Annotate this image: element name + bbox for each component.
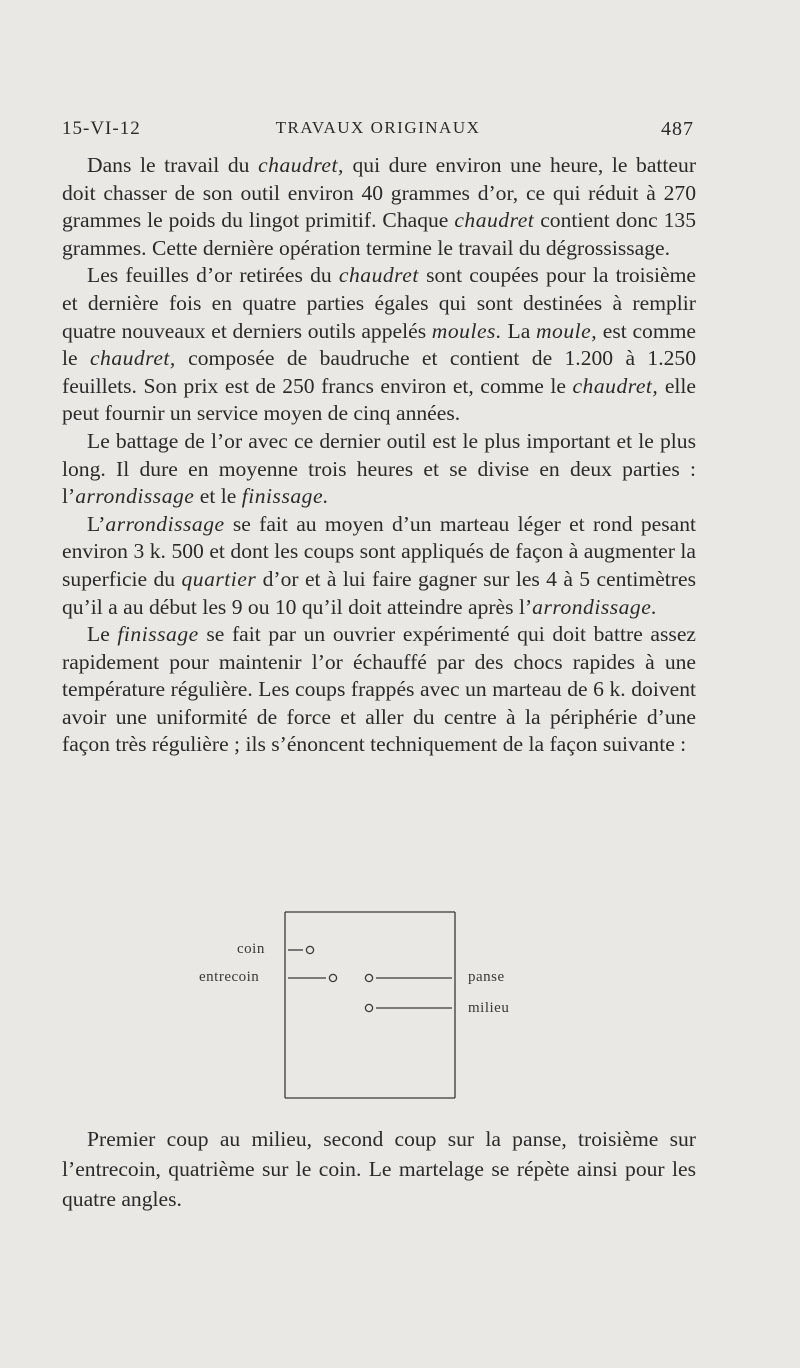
italic-term: moules.: [431, 318, 502, 343]
italic-term: chaudret,: [89, 346, 176, 371]
page-number: 487: [661, 118, 694, 140]
text-run: Le: [87, 622, 118, 647]
italic-term: quartier: [181, 566, 257, 591]
italic-term: arrondissage: [75, 484, 195, 509]
italic-term: chaudret,: [258, 153, 344, 177]
italic-term: chaudret: [338, 263, 419, 288]
text-run: sont coupées pour la troisième et dernière fois en quatre parties égales qui sont destinées à remplir quatre nouveaux et derniers outils appelés: [62, 263, 696, 343]
label-panse: panse: [468, 969, 505, 985]
paragraph: [62, 262, 696, 428]
running-header: [62, 118, 694, 148]
text-run: contient donc 135 grammes. Cette dernière opération termine le travail du dégrossissage.: [62, 208, 696, 260]
paragraph: [62, 511, 696, 621]
label-coin: coin: [237, 941, 265, 957]
closing-text: Premier coup au milieu, second coup sur la panse, troisième sur l’entrecoin, quatrième sur le coin. Le martelage se répète ainsi pour les quatre angles.: [62, 1127, 696, 1211]
label-milieu: milieu: [468, 1000, 510, 1016]
text-run: elle peut fournir un service moyen de cinq années.: [62, 373, 696, 426]
italic-term: finissage: [117, 622, 199, 647]
italic-term: moule,: [535, 318, 598, 343]
text-run: se fait au moyen d’un marteau léger et rond pesant environ 3 k. 500 et dont les coups sont appliqués de façon à augmenter la superficie du: [62, 511, 696, 591]
text-run: qui dure environ une heure, le batteur doit chasser de son outil environ 40 grammes d’or, ce qui réduit à 270 grammes le poids du lingot primitif. Chaque: [62, 153, 697, 233]
text-run: L’: [87, 511, 106, 536]
header-section-title: TRAVAUX ORIGINAUX: [275, 118, 481, 137]
text-run: et le: [194, 484, 242, 509]
paragraph: [62, 152, 696, 262]
paragraph: [62, 621, 696, 759]
text-run: La: [501, 318, 536, 343]
text-run: d’or et à lui faire gagner sur les 4 à 5 centimètres qu’il a au début les 9 ou 10 qu’il doit atteindre après l’: [62, 566, 696, 619]
coin-point: [306, 946, 313, 953]
milieu-point: [365, 1004, 372, 1011]
italic-term: finissage.: [241, 484, 329, 509]
text-run: composée de baudruche et contient de 1.200 à 1.250 feuillets. Son prix est de 250 francs environ et, comme le: [62, 346, 696, 398]
text-run: est comme le: [62, 318, 696, 371]
paragraph: [62, 428, 696, 511]
label-entrecoin: entrecoin: [199, 969, 260, 985]
entrecoin-point: [329, 974, 336, 981]
body-text: [62, 152, 696, 759]
text-run: Les feuilles d’or retirées du: [87, 263, 339, 288]
italic-term: arrondissage.: [532, 594, 658, 619]
panse-point: [365, 974, 372, 981]
header-date: 15-VI-12: [62, 118, 141, 139]
italic-term: chaudret,: [572, 373, 659, 398]
text-run: se fait par un ouvrier expérimenté qui doit battre assez rapidement pour maintenir l’or échauffé par des chocs rapides à une température régulière. Les coups frappés avec un marteau de 6 k. doivent avoir une uniformité de force et aller du centre à la périphérie d’une façon très régulière ; ils s’énoncent techniquement de la façon suivante :: [62, 622, 696, 757]
italic-term: chaudret: [454, 208, 535, 233]
text-run: Le battage de l’or avec ce dernier outil est le plus important et le plus long. Il dure en moyenne trois heures et se divise en deux parties : l’: [62, 428, 696, 509]
text-run: Dans le travail du: [87, 153, 259, 177]
closing-paragraph: [62, 1124, 696, 1214]
italic-term: arrondissage: [105, 511, 225, 536]
